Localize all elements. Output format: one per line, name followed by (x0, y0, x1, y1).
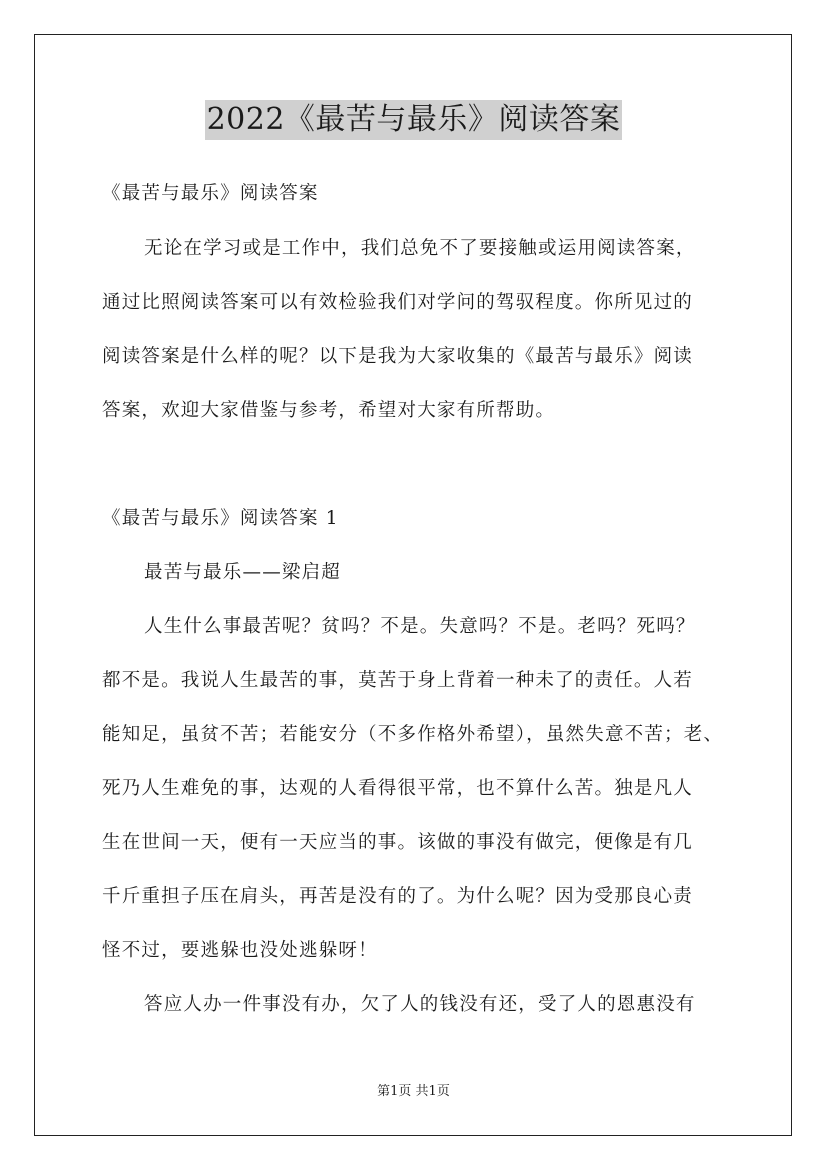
paragraph-line: 生在世间一天，便有一天应当的事。该做的事没有做完，便像是有几 (102, 832, 694, 853)
paragraph-line: 人生什么事最苦呢？贫吗？不是。失意吗？不是。老吗？死吗？ (144, 616, 696, 637)
paragraph-line: 都不是。我说人生最苦的事，莫苦于身上背着一种未了的责任。人若 (102, 670, 694, 691)
article-title: 最苦与最乐——梁启超 (144, 562, 342, 583)
paragraph-line: 怪不过，要逃躲也没处逃躲呀！ (102, 940, 378, 961)
intro-line: 阅读答案是什么样的呢？以下是我为大家收集的《最苦与最乐》阅读 (102, 346, 694, 367)
paragraph-line: 死乃人生难免的事，达观的人看得很平常，也不算什么苦。独是凡人 (102, 778, 694, 799)
paragraph-line: 能知足，虽贫不苦；若能安分（不多作格外希望），虽然失意不苦；老、 (102, 724, 724, 745)
intro-line: 无论在学习或是工作中，我们总免不了要接触或运用阅读答案， (144, 238, 696, 259)
paragraph-line: 千斤重担子压在肩头，再苦是没有的了。为什么呢？因为受那良心责 (102, 886, 694, 907)
intro-line: 通过比照阅读答案可以有效检验我们对学问的驾驭程度。你所见过的 (102, 292, 694, 313)
document-subtitle: 《最苦与最乐》阅读答案 (102, 183, 319, 204)
page-number: 第1页 共1页 (377, 1084, 450, 1099)
section-heading: 《最苦与最乐》阅读答案 1 (102, 508, 339, 529)
paragraph-line: 答应人办一件事没有办，欠了人的钱没有还，受了人的恩惠没有 (144, 994, 696, 1015)
title-container (0, 100, 827, 140)
intro-line: 答案，欢迎大家借鉴与参考，希望对大家有所帮助。 (102, 400, 556, 421)
document-title: 2022《最苦与最乐》阅读答案 (205, 100, 623, 140)
